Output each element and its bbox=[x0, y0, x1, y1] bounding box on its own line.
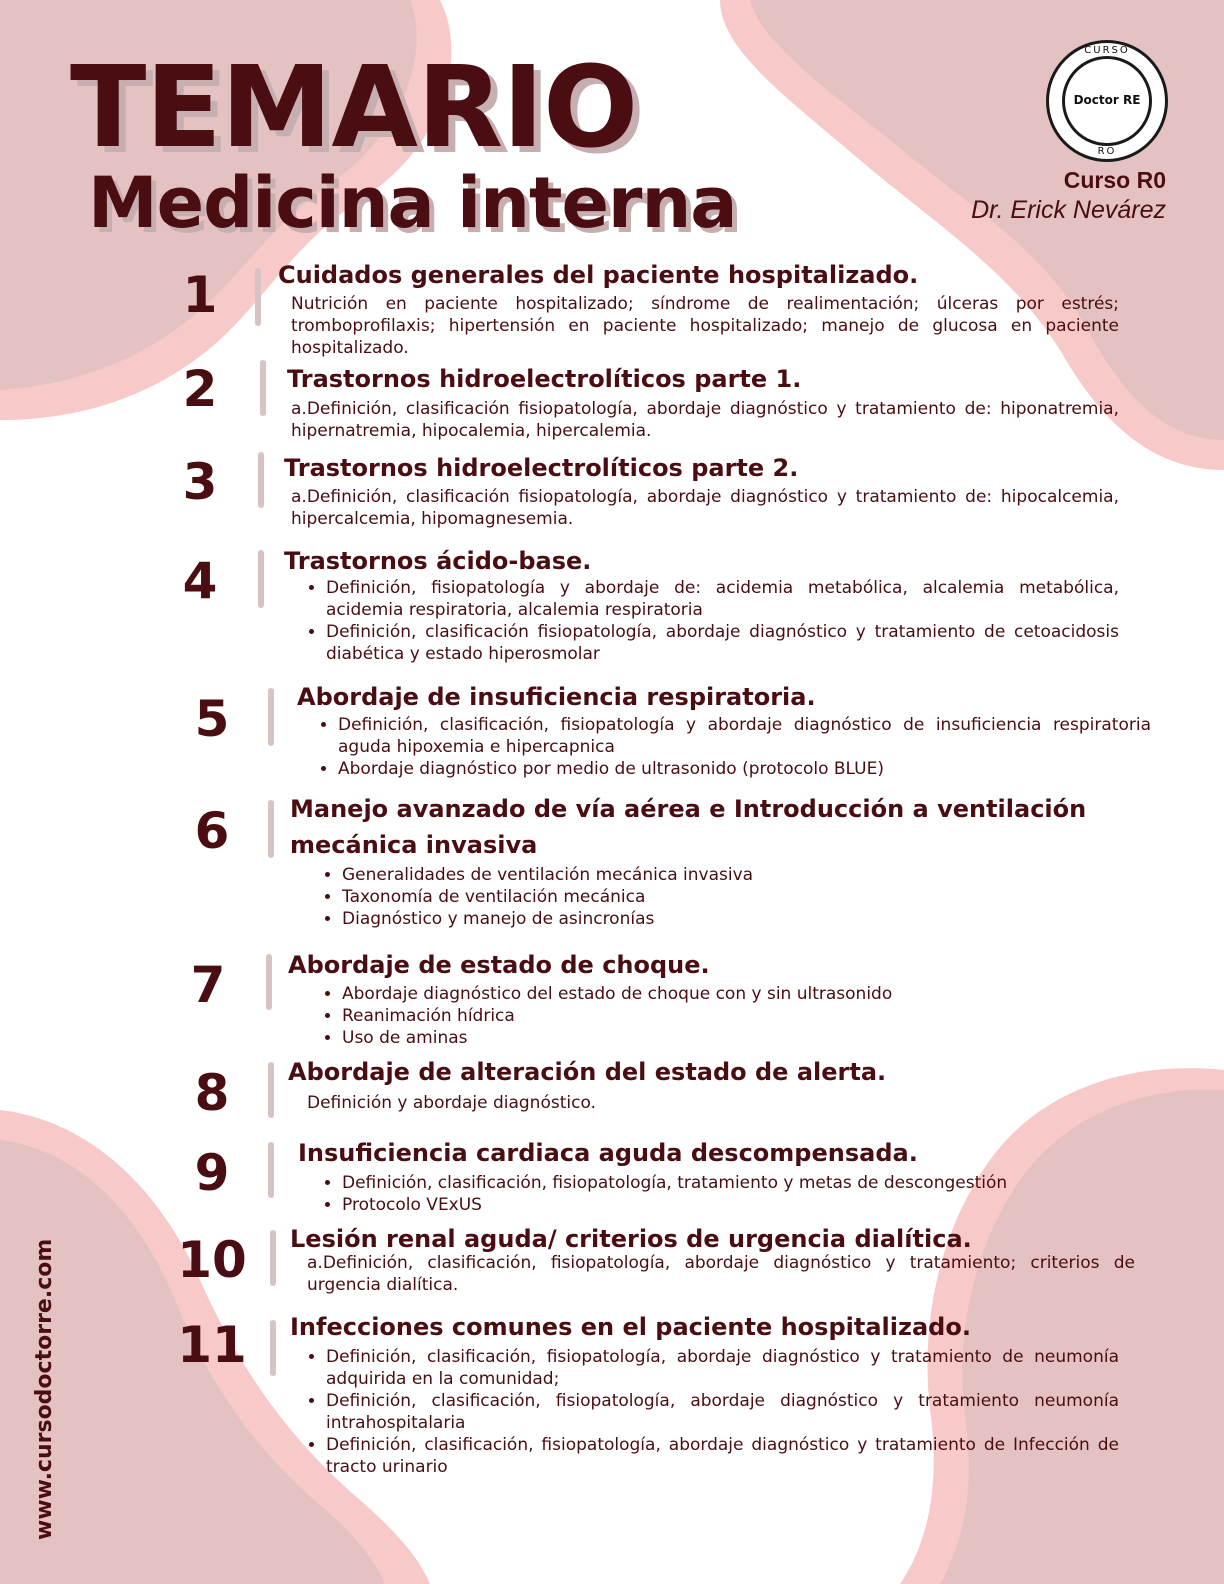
list-item: • Definición, fisiopatología y abordaje de: acidemia metabólica, alcalemia metabólica, acidemia respiratoria, alcalemia respiratoria bbox=[326, 577, 1119, 621]
site-url[interactable]: www.cursodoctorre.com bbox=[32, 1238, 57, 1540]
list-item: • Definición, clasificación, fisiopatología, abordaje diagnóstico y tratamiento neumonía intrahospitalaria bbox=[326, 1390, 1119, 1434]
topic-description: a.Definición, clasificación fisiopatología, abordaje diagnóstico y tratamiento de: hipocalcemia, hipercalcemia, hipomagnesemia. bbox=[291, 487, 1119, 529]
topic-divider bbox=[270, 1230, 276, 1286]
course-label: Curso R0 bbox=[1063, 167, 1166, 193]
topic-title: Cuidados generales del paciente hospitalizado. bbox=[278, 261, 919, 289]
course-author: Dr. Erick Nevárez bbox=[971, 196, 1166, 224]
page-title: TEMARIO bbox=[70, 43, 638, 173]
topic-title: Trastornos hidroelectrolíticos parte 2. bbox=[284, 454, 799, 482]
course-logo bbox=[1046, 40, 1168, 162]
list-item: • Abordaje diagnóstico por medio de ultrasonido (protocolo BLUE) bbox=[338, 758, 1151, 780]
topic-description: Nutrición en paciente hospitalizado; síndrome de realimentación; úlceras por estrés; tromboprofilaxis; hipertensión en paciente hospitalizado; manejo de glucosa en paciente hospitalizado. bbox=[291, 294, 1119, 358]
topic-title: Trastornos hidroelectrolíticos parte 1. bbox=[287, 365, 802, 393]
page-subtitle: Medicina interna bbox=[88, 162, 737, 244]
list-item: • Taxonomía de ventilación mecánica bbox=[342, 886, 1042, 908]
list-item: • Diagnóstico y manejo de asincronías bbox=[342, 908, 1042, 930]
topic-description: a.Definición, clasificación fisiopatología, abordaje diagnóstico y tratamiento de: hiponatremia, hipernatremia, hipocalemia, hipercalemia. bbox=[291, 399, 1119, 441]
topic-number: 9 bbox=[194, 1144, 230, 1202]
topic-number: 7 bbox=[190, 956, 226, 1014]
logo-center-text: Doctor RE bbox=[1073, 93, 1141, 107]
list-item: • Definición, clasificación, fisiopatología, abordaje diagnóstico y tratamiento de Infección de tracto urinario bbox=[326, 1434, 1119, 1478]
list-item: • Reanimación hídrica bbox=[342, 1005, 1042, 1027]
topic-divider bbox=[258, 550, 264, 608]
topic-title: Lesión renal aguda/ criterios de urgencia dialítica. bbox=[290, 1225, 972, 1253]
topic-bullet-list bbox=[320, 1172, 1122, 1216]
topic-divider bbox=[255, 268, 261, 326]
topic-title: Trastornos ácido-base. bbox=[284, 547, 592, 575]
topic-bullet-list bbox=[304, 577, 1119, 665]
topic-bullet-list bbox=[304, 1346, 1119, 1478]
list-item: • Uso de aminas bbox=[342, 1027, 1042, 1049]
list-item: • Definición, clasificación, fisiopatología y abordaje diagnóstico de insuficiencia respiratoria aguda hipoxemia e hipercapnica bbox=[338, 714, 1151, 758]
topic-number: 5 bbox=[194, 690, 230, 748]
topic-title: Manejo avanzado de vía aérea e Introducción a ventilación bbox=[290, 795, 1087, 823]
topic-bullet-list bbox=[320, 983, 1042, 1049]
topic-description: Definición y abordaje diagnóstico. bbox=[307, 1093, 596, 1113]
topic-number: 2 bbox=[182, 360, 218, 418]
topic-divider bbox=[268, 1142, 274, 1198]
topic-number: 10 bbox=[177, 1231, 247, 1289]
topic-title: Abordaje de insuficiencia respiratoria. bbox=[297, 683, 816, 711]
topic-divider bbox=[258, 452, 264, 508]
list-item: • Generalidades de ventilación mecánica invasiva bbox=[342, 864, 1042, 886]
topic-number: 1 bbox=[182, 266, 218, 324]
topic-number: 8 bbox=[194, 1064, 230, 1122]
topic-description: a.Definición, clasificación, fisiopatología, abordaje diagnóstico y tratamiento; criterios de urgencia dialítica. bbox=[307, 1253, 1135, 1295]
list-item: • Protocolo VExUS bbox=[342, 1194, 1122, 1216]
topic-divider bbox=[266, 954, 272, 1010]
topic-divider bbox=[268, 688, 274, 746]
topic-title: Insuficiencia cardiaca aguda descompensada. bbox=[298, 1139, 918, 1167]
topic-title: Abordaje de estado de choque. bbox=[288, 951, 710, 979]
list-item: • Definición, clasificación fisiopatología, abordaje diagnóstico y tratamiento de cetoacidosis diabética y estado hiperosmolar bbox=[326, 621, 1119, 665]
topic-number: 3 bbox=[182, 453, 218, 511]
logo-top-text: CURSO bbox=[1084, 45, 1130, 56]
list-item: • Definición, clasificación, fisiopatología, tratamiento y metas de descongestión bbox=[342, 1172, 1122, 1194]
topic-title-continued: mecánica invasiva bbox=[290, 831, 538, 859]
topic-divider bbox=[268, 800, 274, 858]
topic-bullet-list bbox=[320, 864, 1042, 930]
topic-bullet-list bbox=[316, 714, 1151, 780]
topic-number: 11 bbox=[177, 1316, 247, 1374]
topic-divider bbox=[270, 1320, 276, 1376]
topic-title: Abordaje de alteración del estado de alerta. bbox=[288, 1058, 887, 1086]
list-item: • Definición, clasificación, fisiopatología, abordaje diagnóstico y tratamiento de neumonía adquirida en la comunidad; bbox=[326, 1346, 1119, 1390]
topic-divider bbox=[260, 360, 266, 416]
topic-title: Infecciones comunes en el paciente hospitalizado. bbox=[290, 1313, 971, 1341]
list-item: • Abordaje diagnóstico del estado de choque con y sin ultrasonido bbox=[342, 983, 1042, 1005]
topic-divider bbox=[268, 1062, 274, 1118]
topic-number: 4 bbox=[182, 552, 218, 610]
topic-number: 6 bbox=[194, 802, 230, 860]
logo-bottom-text: RO bbox=[1097, 146, 1117, 157]
